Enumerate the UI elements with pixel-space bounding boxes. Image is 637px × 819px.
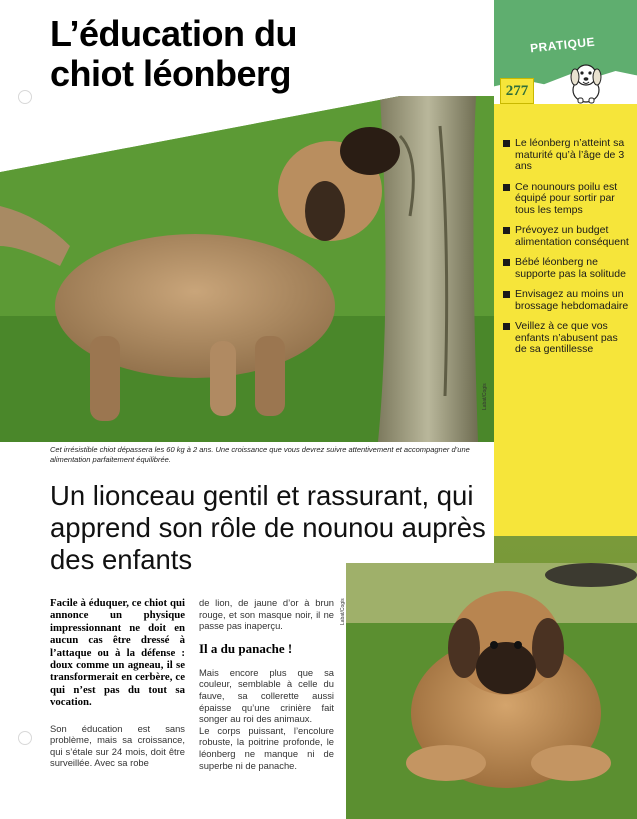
key-point [503,182,629,217]
key-point-text: Veillez à ce que vos enfants n’abusent pas de sa gentillesse [515,320,618,355]
key-point-text: Le léonberg n’atteint sa maturité qu’à l’âge de 3 ans [515,137,625,172]
body-paragraph: Son éducation est sans problème, mais sa croissance, qui s’étale sur 24 mois, doit être surveillée. Avec sa robe [50,722,185,769]
key-point [503,225,629,248]
key-point-text: Bébé léonberg ne supporte pas la solitude [515,256,626,280]
section-label: PRATIQUE [529,34,596,56]
key-points-list [503,138,629,365]
puppy-tree-illustration [0,96,494,442]
page-number: 277 [500,78,534,104]
key-point-text: Ce nounours poilu est équipé pour sortir par tous les temps [515,180,618,216]
key-point-text: Prévoyez un budget alimentation conséquent [515,224,629,248]
key-point [503,321,629,356]
key-point [503,257,629,280]
photo-credit: Labat/Cogis [340,598,346,625]
lead-paragraph: Facile à éduquer, ce chiot qui annonce un physique impressionnant ne doit en aucun cas être dressé à l’attaque ou à la défense : doux comme un agneau, il se transformerait en cerbère, ce qui n’est pas du tout sa vocation. [50,597,185,709]
bullet-square-icon [503,227,510,234]
puppy-tree-photo [0,96,494,442]
binder-hole-bottom [18,731,32,745]
bullet-square-icon [503,259,510,266]
title-line-2: chiot léonberg [50,53,292,94]
puppy-lying-photo [346,563,637,819]
puppy-lying-illustration [346,563,637,819]
body-paragraph: Mais encore plus que sa couleur, semblable à celle du fauve, sa collerette aussi épaisse qu’une crinière fait songer au roi des animaux. [199,666,334,725]
photo-caption: Cet irrésistible chiot dépassera les 60 kg à 2 ans. Une croissance que vous devrez suivre attentivement et accompagner d’une alimentation parfaitement équilibrée. [50,445,470,464]
key-point [503,289,629,312]
text-column-1 [50,597,185,769]
bullet-square-icon [503,184,510,191]
photo-credit: Labat/Cogis [482,383,488,410]
page-title [50,14,410,94]
body-paragraph: Le corps puissant, l’encolure robuste, la poitrine profonde, le léonberg ne manque ni de superbe ni de panache. [199,724,334,771]
bullet-square-icon [503,140,510,147]
bullet-square-icon [503,291,510,298]
key-point [503,138,629,173]
title-line-1: L’éducation du [50,13,298,54]
key-point-text: Envisagez au moins un brossage hebdomadaire [515,288,629,312]
binder-hole-top [18,90,32,104]
text-column-2 [199,597,334,771]
body-paragraph: de lion, de jaune d’or à brun rouge, et son masque noir, il ne passe pas inaperçu. [199,597,334,632]
bullet-square-icon [503,323,510,330]
dog-icon [566,60,606,104]
section-subhead: Il a du panache ! [199,640,293,656]
article-subtitle: Un lionceau gentil et rassurant, qui apprend son rôle de nounou auprès des enfants [50,480,486,575]
